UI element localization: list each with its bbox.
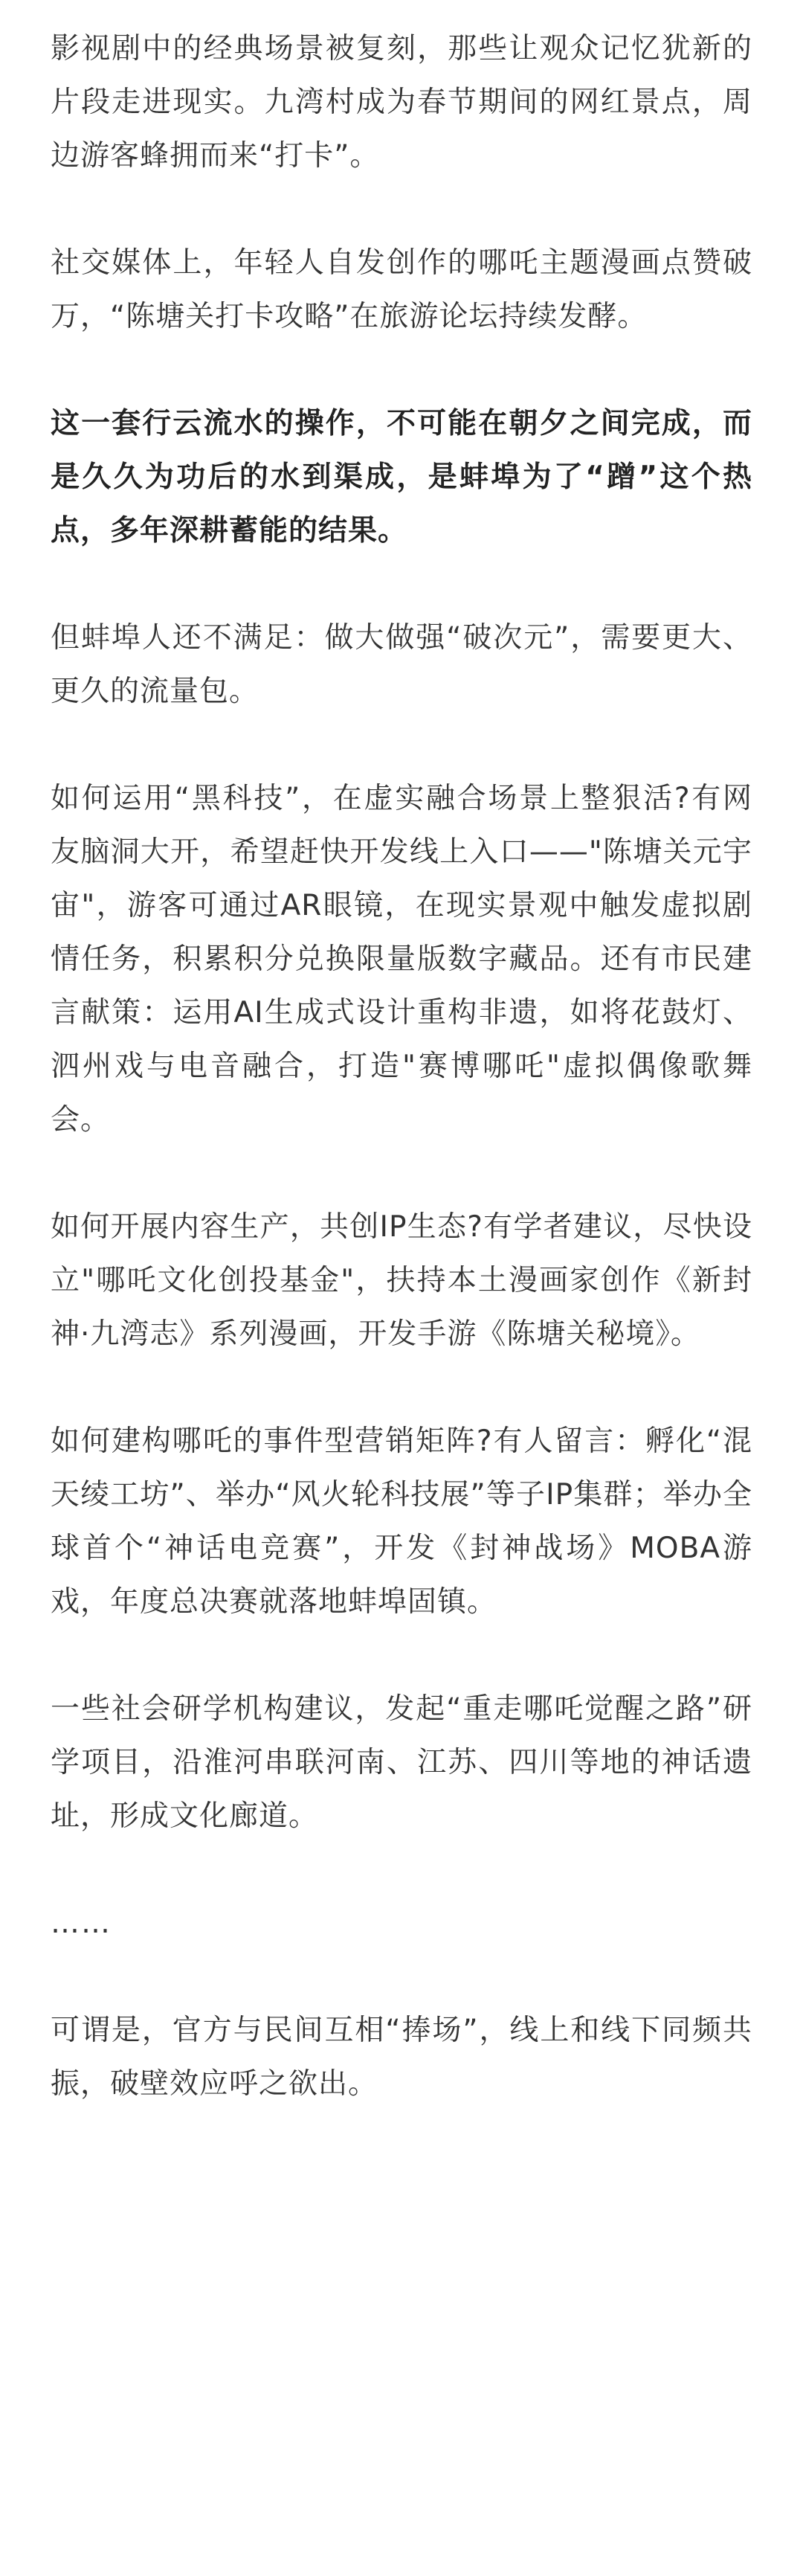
article-body (51, 22, 752, 2165)
paragraph-7: 如何建构哪吒的事件型营销矩阵?有人留言：孵化“混天绫工坊”、举办“风火轮科技展”等子IP集群；举办全球首个“神话电竞赛”，开发《封神战场》MOBA游戏，年度总决赛就落地蚌埠固镇。 (51, 1424, 752, 1619)
paragraph-2: 社交媒体上，年轻人自发创作的哪吒主题漫画点赞破万，“陈塘关打卡攻略”在旅游论坛持续发酵。 (51, 246, 752, 333)
paragraph-ellipsis: …… (51, 1907, 112, 1940)
paragraph-8: 一些社会研学机构建议，发起“重走哪吒觉醒之路”研学项目，沿淮河串联河南、江苏、四川等地的神话遗址，形成文化廊道。 (51, 1692, 752, 1833)
paragraph-6: 如何开展内容生产，共创IP生态?有学者建议，尽快设立"哪吒文化创投基金"，扶持本土漫画家创作《新封神·九湾志》系列漫画，开发手游《陈塘关秘境》。 (51, 1210, 752, 1351)
paragraph-1: 影视剧中的经典场景被复刻，那些让观众记忆犹新的片段走进现实。九湾村成为春节期间的网红景点，周边游客蜂拥而来“打卡”。 (51, 32, 752, 173)
paragraph-3-bold: 这一套行云流水的操作，不可能在朝夕之间完成，而是久久为功后的水到渠成，是蚌埠为了“蹭”这个热点，多年深耕蓄能的结果。 (51, 407, 752, 547)
paragraph-10: 可谓是，官方与民间互相“捧场”，线上和线下同频共振，破壁效应呼之欲出。 (51, 2014, 752, 2101)
paragraph-5: 如何运用“黑科技”，在虚实融合场景上整狠活?有网友脑洞大开，希望赶快开发线上入口——"陈塘关元宇宙"，游客可通过AR眼镜，在现实景观中触发虚拟剧情任务，积累积分兑换限量版数字藏品。还有市民建言献策：运用AI生成式设计重构非遗，如将花鼓灯、泗州戏与电音融合，打造"赛博哪吒"虚拟偶像歌舞会。 (51, 782, 752, 1137)
paragraph-4: 但蚌埠人还不满足：做大做强“破次元”，需要更大、更久的流量包。 (51, 621, 752, 708)
